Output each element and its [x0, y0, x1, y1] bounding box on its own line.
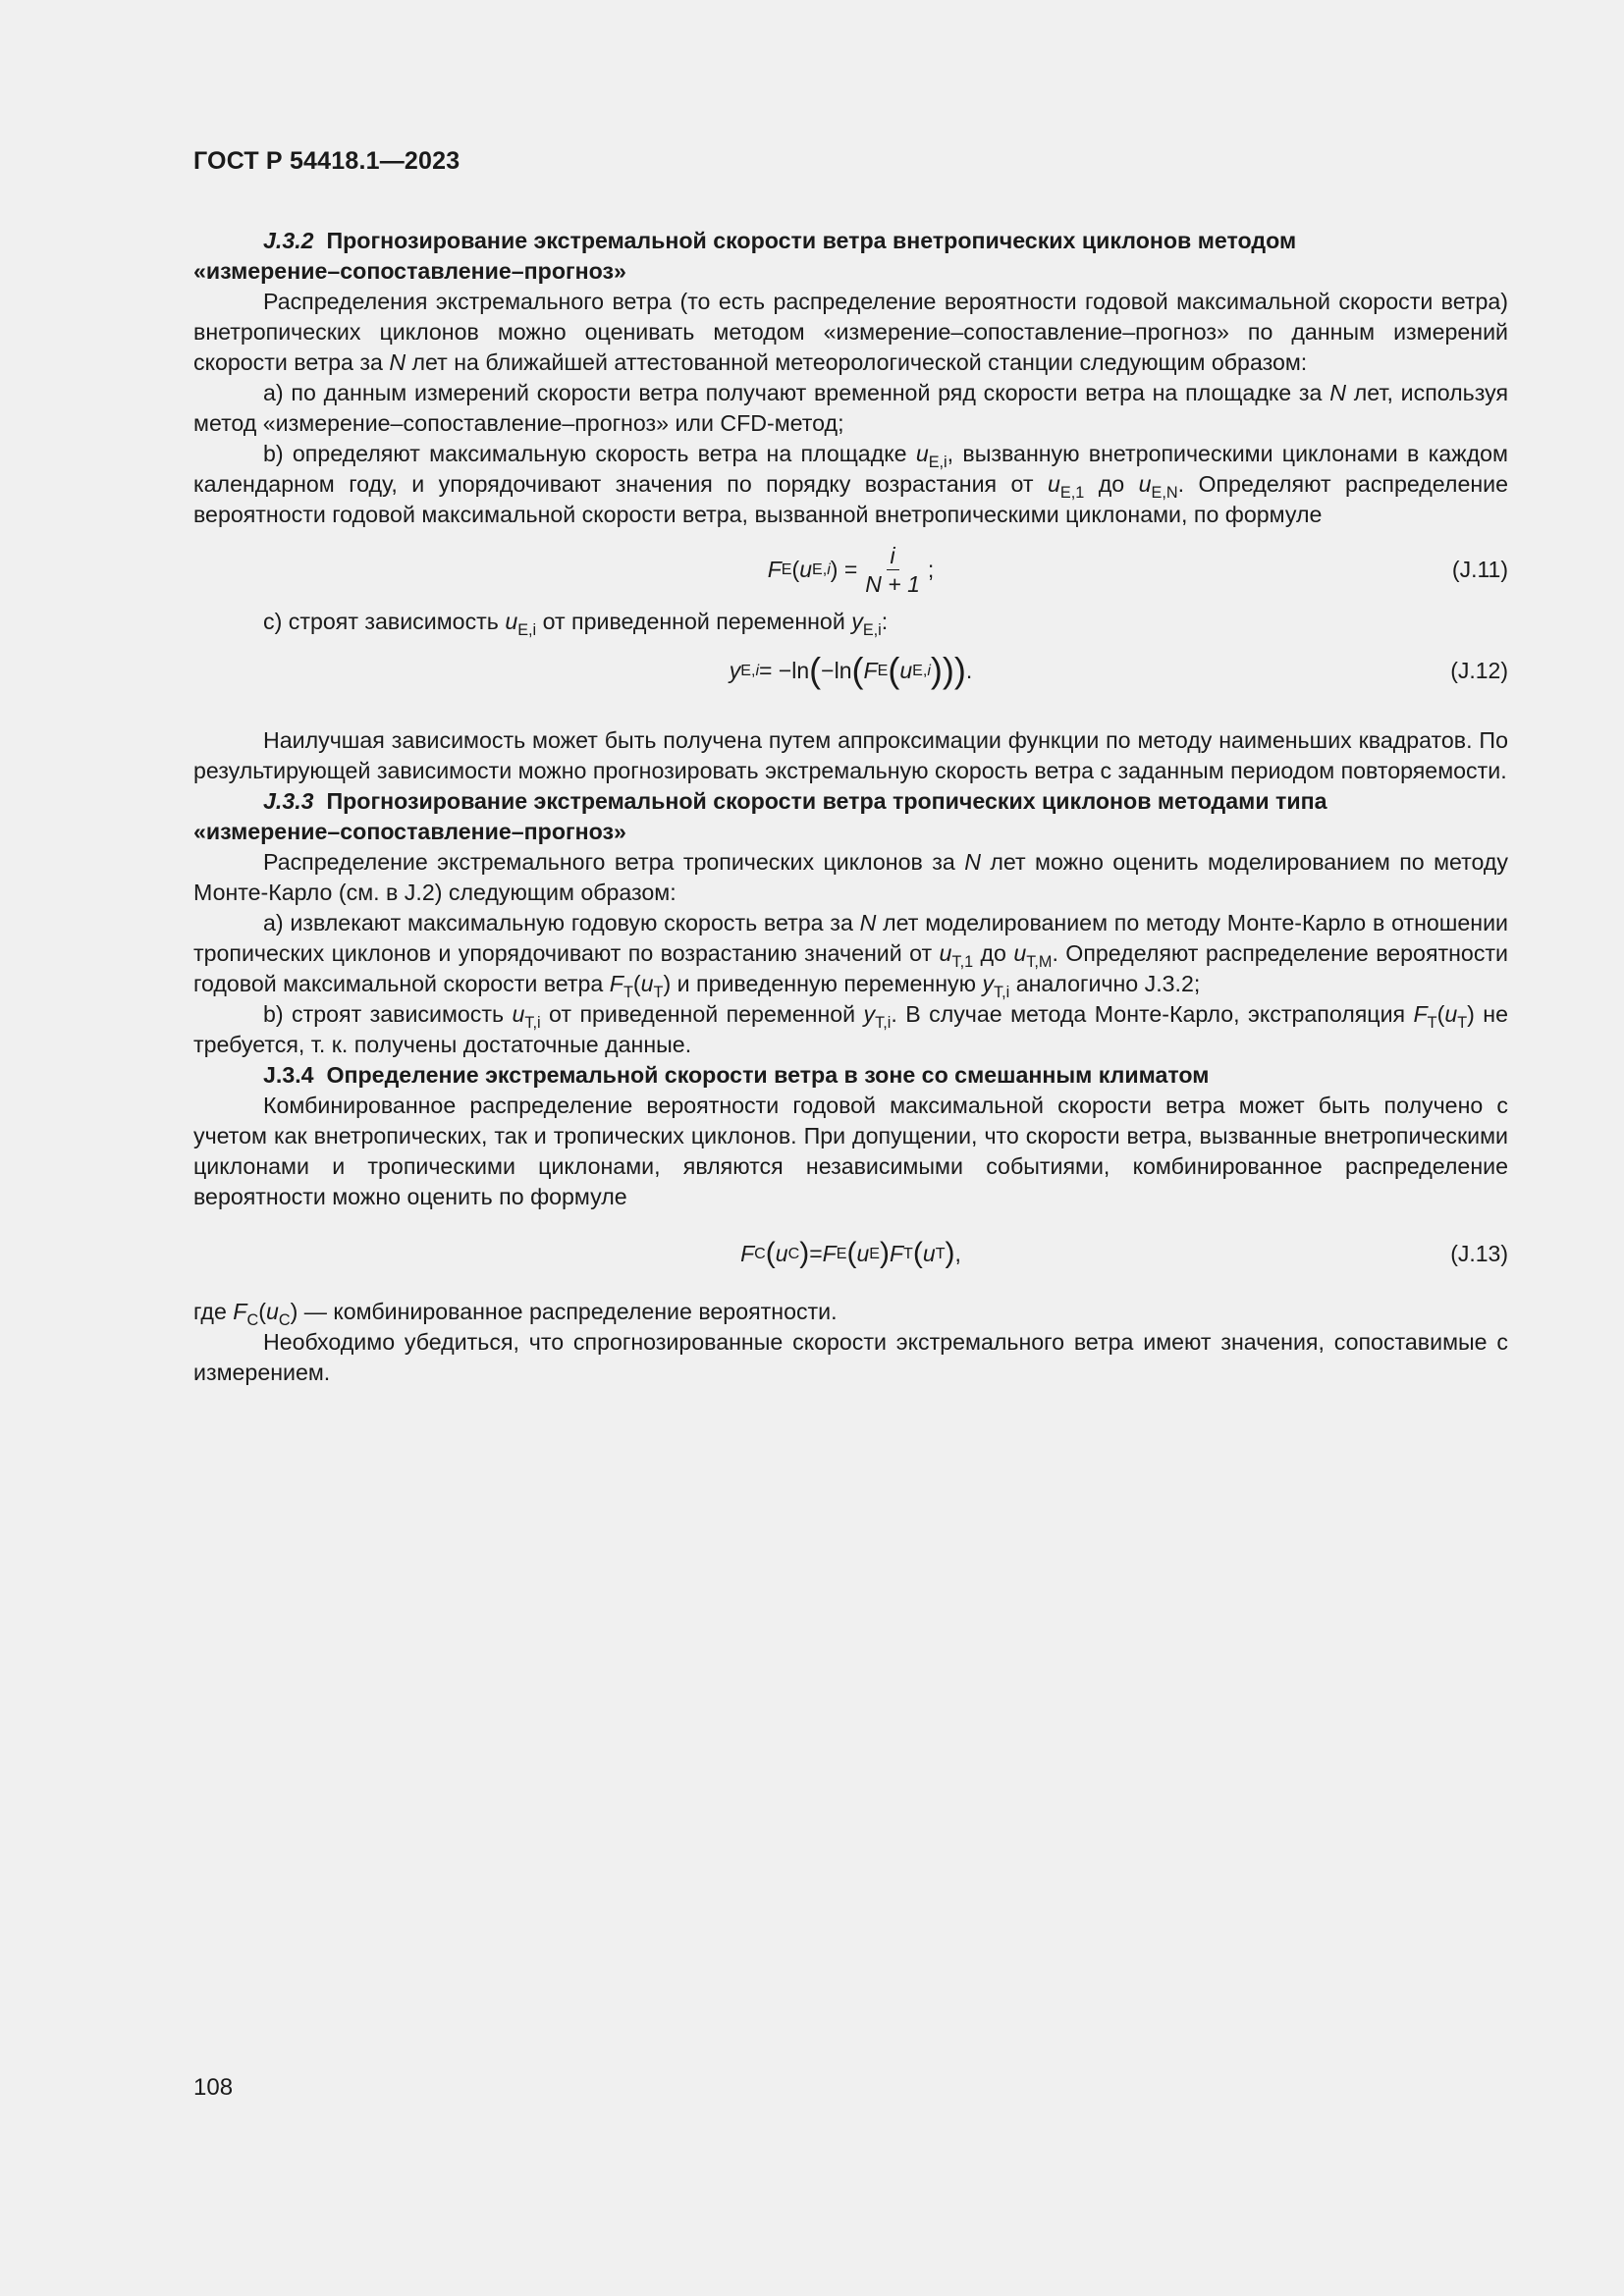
list-item: c) строят зависимость $u_{E,i}$ от приведенной переменной $y_{E,i}$:: [263, 609, 889, 639]
section-j33-heading-cont: «измерение–сопоставление–прогноз»: [193, 819, 626, 844]
list-item: a) по данным измерений скорости ветра получают временной ряд скорости ветра на площадке за N лет, используя метод «измерение–сопоставление–прогноз» или CFD-метод;: [193, 380, 1509, 436]
paragraph: Распределения экстремального ветра (то есть распределение вероятности годовой максимальной скорости ветра) внетропических циклонов можно оценивать методом «измерение–сопоставление–прогноз» по данным измерений скорости ветра за N лет на ближайшей аттестованной метеорологической станции следующим образом:: [193, 289, 1508, 375]
page-content: [193, 226, 1508, 1388]
formula-expression: F C ( u C ) = F E ( u E ) F T ( u T ) ,: [740, 1237, 961, 1269]
section-j32-heading-cont: «измерение–сопоставление–прогноз»: [193, 258, 626, 284]
formula-number: (J.13): [1450, 1240, 1508, 1266]
formula-expression: y E,i = −ln ( −ln ( F E ( u E,i ))) .: [729, 650, 973, 690]
list-item: a) извлекают максимальную годовую скорость ветра за N лет моделированием по методу Монте-Карло в отношении тропических циклонов и упорядочивают по возрастанию значений от $u_{T,1}$ до $u_{T,M}$. Определяют распределение вероятности годовой максимальной скорости ветра $F_T(u_T)$ и приведенную переменную $y_{T,i}$ аналогично J.3.2;: [193, 910, 1508, 1001]
list-item: b) определяют максимальную скорость ветра на площадке $u_{E,i}$, вызванную внетропическими циклонами в каждом календарном году, и упорядочивают значения по порядку возрастания от $u_{E,1}$ до $u_{E,N}$. Определяют распределение вероятности годовой максимальной скорости ветра, вызванной внетропическими циклонами, по формуле: [193, 441, 1508, 527]
section-number: J.3.2: [263, 228, 314, 253]
formula-number: (J.12): [1450, 657, 1508, 683]
paragraph: где $F_C(u_C)$ — комбинированное распределение вероятности.: [193, 1299, 838, 1329]
paragraph: Необходимо убедиться, что спрогнозированные скорости экстремального ветра имеют значения, сопоставимые с измерением.: [193, 1329, 1508, 1385]
document-code: ГОСТ Р 54418.1—2023: [193, 147, 460, 175]
section-title: Прогнозирование экстремальной скорости ветра внетропических циклонов методом: [326, 228, 1297, 253]
section-title: Определение экстремальной скорости ветра в зоне со смешанным климатом: [326, 1062, 1210, 1088]
formula-expression: F E ( u E,i ) = $\frac{i}{N + 1}$ ;: [767, 542, 935, 597]
section-j32-heading: [193, 226, 1508, 256]
section-number: J.3.4: [263, 1062, 314, 1088]
list-item: b) строят зависимость $u_{T,i}$ от приведенной переменной $y_{T,i}$. В случае метода Монте-Карло, экстраполяция $F_T(u_T)$ не требуется, т. к. получены достаточные данные.: [193, 1001, 1508, 1057]
section-title: Прогнозирование экстремальной скорости ветра тропических циклонов методами типа: [326, 788, 1327, 814]
formula-j12: [193, 639, 1508, 702]
paragraph: Комбинированное распределение вероятности годовой максимальной скорости ветра может быть получено с учетом как внетропических, так и тропических циклонов. При допущении, что скорости ветра, вызванные внетропическими циклонами и тропическими циклонами, являются независимыми событиями, комбинированное распределение вероятности можно оценить по формуле: [193, 1093, 1508, 1209]
formula-number: (J.11): [1451, 556, 1508, 582]
formula-j11: [193, 538, 1508, 601]
fraction: $\frac{i}{N + 1}$: [865, 542, 920, 597]
paragraph: Наилучшая зависимость может быть получена путем аппроксимации функции по методу наименьших квадратов. По результирующей зависимости можно прогнозировать экстремальную скорость ветра с заданным периодом повторяемости.: [193, 727, 1508, 783]
section-j33-heading: [193, 786, 1508, 817]
page-number: 108: [193, 2074, 234, 2101]
section-number: J.3.3: [263, 788, 314, 814]
paragraph: Распределение экстремального ветра тропических циклонов за N лет можно оценить моделированием по методу Монте-Карло (см. в J.2) следующим образом:: [193, 849, 1509, 905]
section-j34-heading: [193, 1060, 1508, 1091]
formula-j13: [193, 1222, 1508, 1285]
